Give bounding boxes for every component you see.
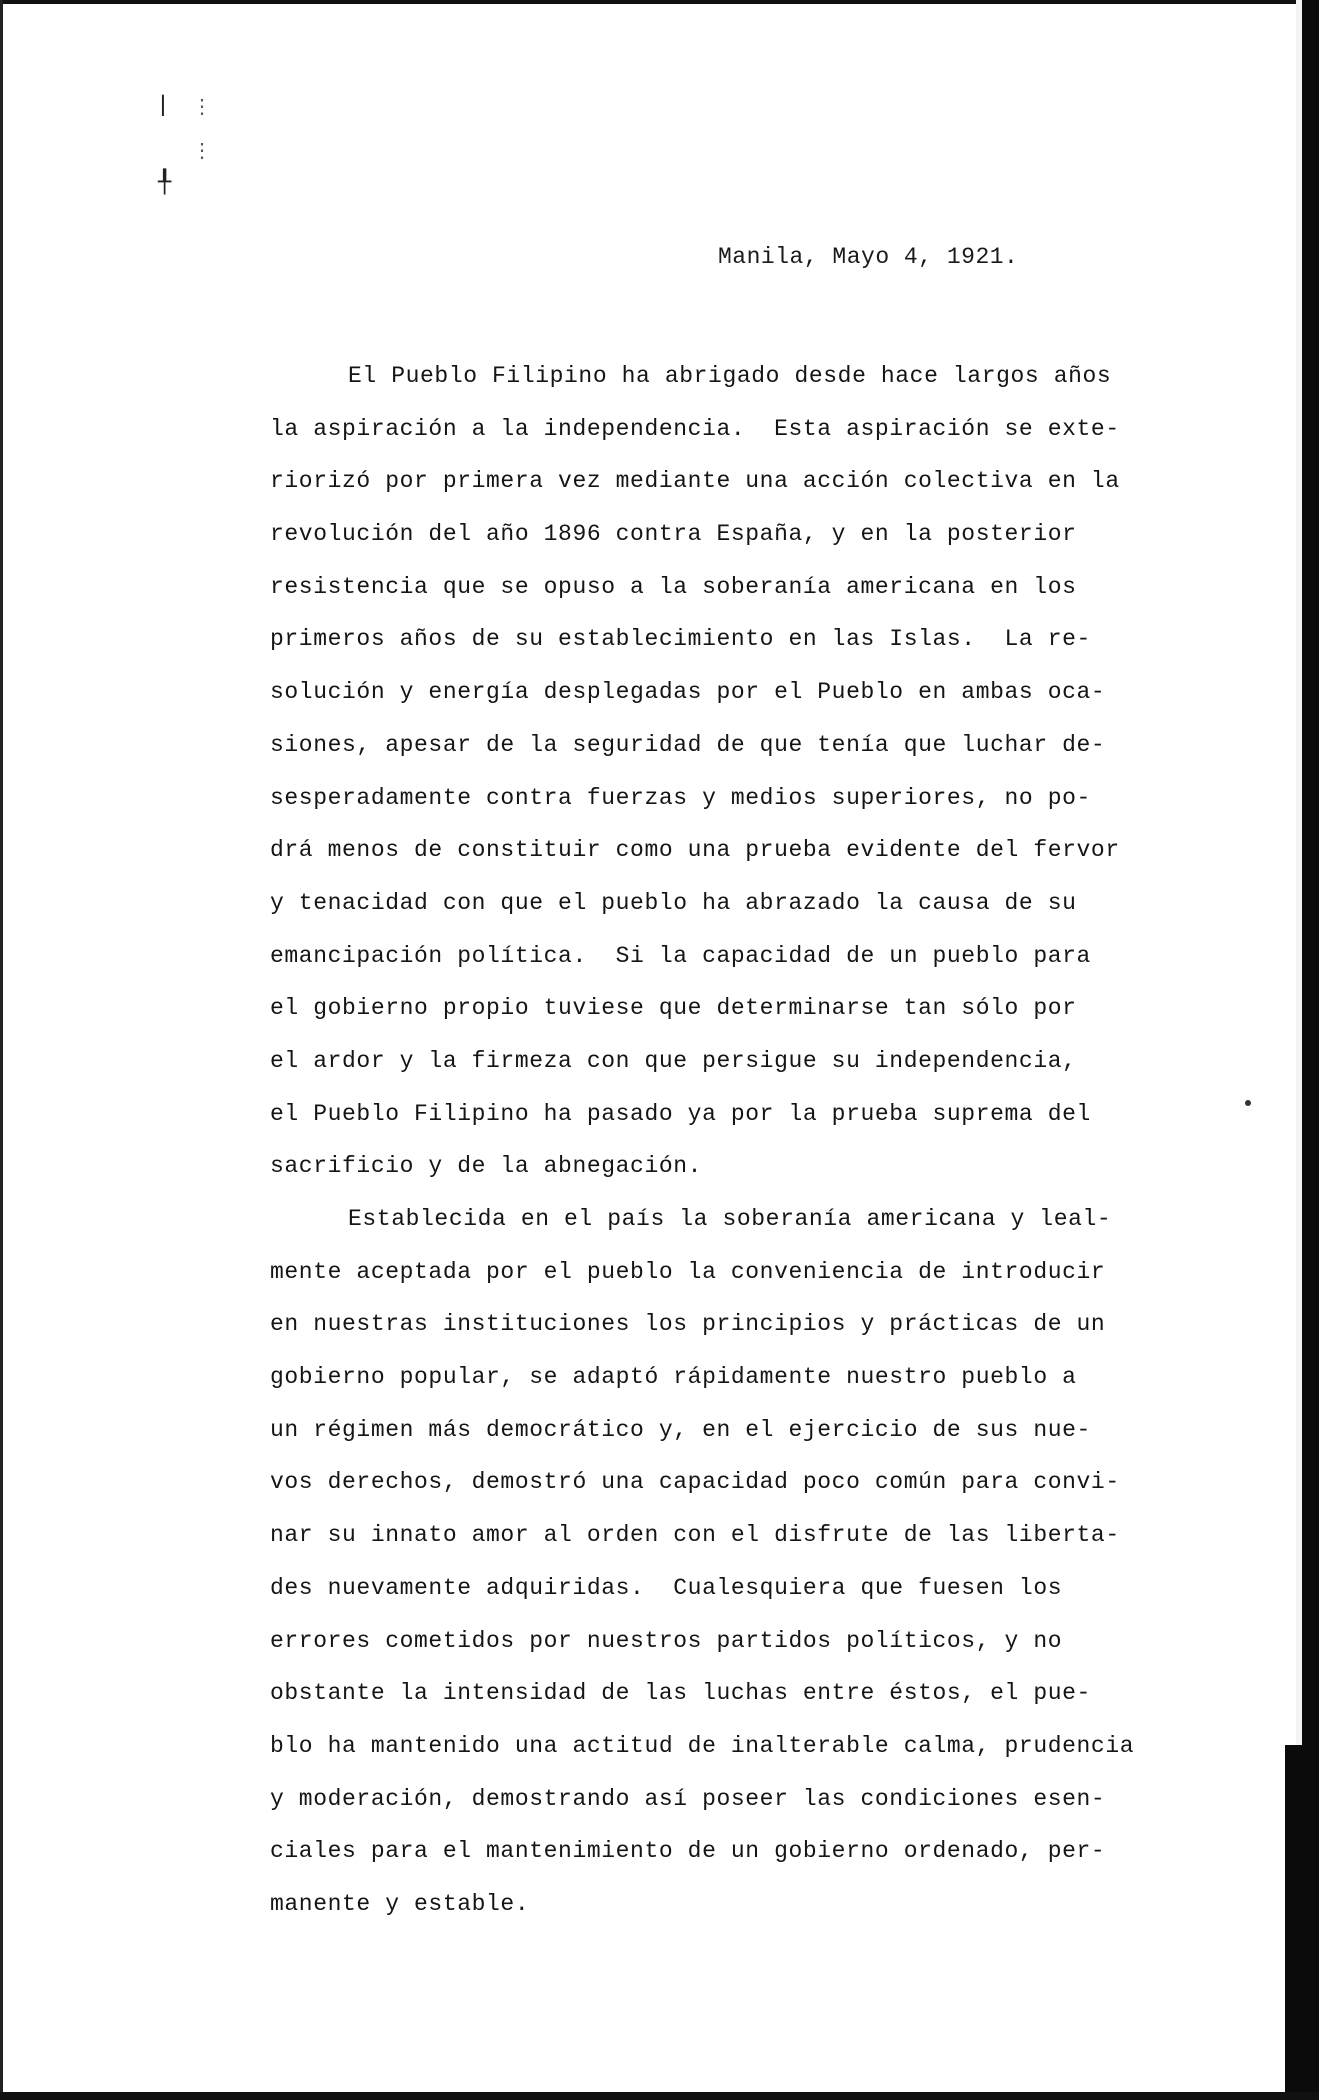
text-line: drá menos de constituir como una prueba evidente del fervor [270,837,1120,864]
text-line: el Pueblo Filipino ha pasado ya por la prueba suprema del [270,1100,1091,1127]
text-line: y moderación, demostrando así poseer las condiciones esen- [270,1785,1106,1812]
text-line: sacrificio y de la abnegación. [270,1153,703,1180]
document-date: Manila, Mayo 4, 1921. [718,244,1019,270]
text-line: primeros años de su establecimiento en las Islas. La re- [270,626,1091,653]
document-body [270,350,1200,1931]
text-line: resistencia que se opuso a la soberanía americana en los [270,573,1077,600]
text-line: des nuevamente adquiridas. Cualesquiera que fuesen los [270,1574,1063,1601]
text-line: vos derechos, demostró una capacidad poco común para convi- [270,1469,1120,1496]
text-line: Establecida en el país la soberanía americana y leal- [348,1206,1112,1232]
text-line: obstante la intensidad de las luchas entre éstos, el pue- [270,1680,1091,1707]
text-line: riorizó por primera vez mediante una acción colectiva en la [270,468,1120,495]
margin-dots-icon: ⋮ [192,94,212,118]
text-line: gobierno popular, se adaptó rápidamente nuestro pueblo a [270,1364,1077,1391]
text-line: ciales para el mantenimiento de un gobierno ordenado, per- [270,1838,1106,1865]
text-line: emancipación política. Si la capacidad de un pueblo para [270,942,1091,969]
text-line: blo ha mantenido una actitud de inalterable calma, prudencia [270,1732,1135,1759]
text-line: El Pueblo Filipino ha abrigado desde hace largos años [348,363,1112,389]
text-line: revolución del año 1896 contra España, y en la posterior [270,521,1077,548]
text-line: y tenacidad con que el pueblo ha abrazado la causa de su [270,889,1077,916]
scan-border-right [1302,0,1319,2100]
margin-mark-icon: ╀ [158,170,172,195]
text-line: un régimen más democrático y, en el ejercicio de sus nue- [270,1416,1091,1443]
paragraph-1 [270,350,1200,1193]
stray-ink-dot [1245,1100,1251,1106]
text-line: sesperadamente contra fuerzas y medios superiores, no po- [270,784,1091,811]
text-line: nar su innato amor al orden con el disfrute de las liberta- [270,1522,1120,1549]
scan-border-notch [1285,1745,1302,2100]
scan-border-left [0,0,3,2100]
text-line: siones, apesar de la seguridad de que tenía que luchar de- [270,731,1106,758]
text-line: errores cometidos por nuestros partidos políticos, y no [270,1627,1063,1654]
paragraph-2 [270,1193,1200,1931]
text-line: la aspiración a la independencia. Esta aspiración se exte- [270,415,1120,442]
text-line: solución y energía desplegadas por el Pueblo en ambas oca- [270,679,1106,706]
text-line: mente aceptada por el pueblo la conveniencia de introducir [270,1258,1106,1285]
margin-dots-icon: ⋮ [192,138,212,162]
text-line: en nuestras instituciones los principios y prácticas de un [270,1311,1106,1338]
margin-mark-icon: ❘ [155,90,171,120]
scan-border-bottom [0,2092,1319,2100]
text-line: el gobierno propio tuviese que determinarse tan sólo por [270,995,1077,1022]
scan-border-top [0,0,1319,4]
text-line: manente y estable. [270,1890,530,1917]
text-line: el ardor y la firmeza con que persigue su independencia, [270,1047,1077,1074]
